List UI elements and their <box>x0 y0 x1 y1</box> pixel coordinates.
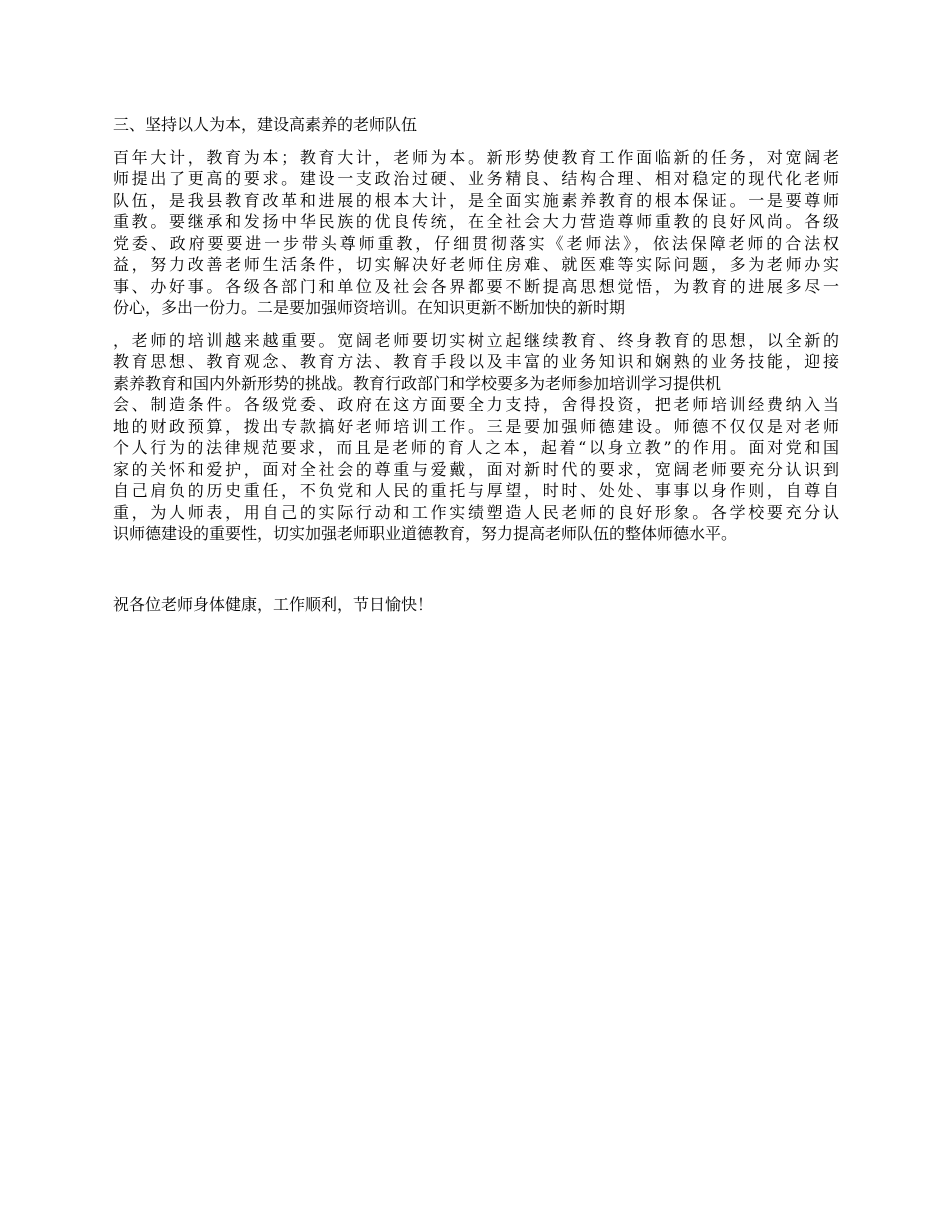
paragraph-2 <box>113 330 839 545</box>
paragraph-line: 个人行为的法律规范要求，而且是老师的育人之本，起着“以身立教”的作用。面对党和国 <box>113 438 839 457</box>
paragraph-line: 队伍，是我县教育改革和进展的根本大计，是全面实施素养教育的根本保证。一是要尊师 <box>113 190 839 210</box>
paragraph-line: 份心，多出一份力。二是要加强师资培训。在知识更新不断加快的新时期 <box>113 298 626 317</box>
closing-greeting: 祝各位老师身体健康，工作顺利，节日愉快！ <box>113 594 434 614</box>
paragraph-line: 重教。要继承和发扬中华民族的优良传统，在全社会大力营造尊师重教的良好风尚。各级 <box>113 212 839 231</box>
paragraph-line: ，老师的培训越来越重要。宽阔老师要切实树立起继续教育、终身教育的思想，以全新的 <box>113 330 839 350</box>
paragraph-line: 事、办好事。各级各部门和单位及社会各界都要不断提高思想觉悟，为教育的进展多尽一 <box>113 276 839 296</box>
section-heading: 三、坚持以人为本，建设高素养的老师队伍 <box>113 115 418 134</box>
paragraph-line: 益，努力改善老师生活条件，切实解决好老师住房难、就医难等实际问题，多为老师办实 <box>113 255 839 274</box>
paragraph-line: 重，为人师表，用自己的实际行动和工作实绩塑造人民老师的良好形象。各学校要充分认 <box>113 502 839 522</box>
paragraph-1 <box>113 147 839 319</box>
paragraph-line: 识师德建设的重要性，切实加强老师职业道德教育，努力提高老师队伍的整体师德水平。 <box>113 524 738 543</box>
paragraph-line: 素养教育和国内外新形势的挑战。教育行政部门和学校要多为老师参加培训学习提供机 <box>113 373 722 393</box>
paragraph-line: 教育思想、教育观念、教育方法、教育手段以及丰富的业务知识和娴熟的业务技能，迎接 <box>113 352 839 371</box>
document-body <box>113 114 839 615</box>
paragraph-line: 家的关怀和爱护，面对全社会的尊重与爱戴，面对新时代的要求，宽阔老师要充分认识到 <box>113 459 839 479</box>
paragraph-line: 党委、政府要要进一步带头尊师重教，仔细贯彻落实《老师法》，依法保障老师的合法权 <box>113 233 839 253</box>
paragraph-line: 自己肩负的历史重任，不负党和人民的重托与厚望，时时、处处、事事以身作则，自尊自 <box>113 481 839 500</box>
paragraph-line: 百年大计，教育为本；教育大计，老师为本。新形势使教育工作面临新的任务，对宽阔老 <box>113 147 839 167</box>
paragraph-line: 会、制造条件。各级党委、政府在这方面要全力支持，舍得投资，把老师培训经费纳入当 <box>113 395 839 414</box>
paragraph-line: 地的财政预算，拨出专款搞好老师培训工作。三是要加强师德建设。师德不仅仅是对老师 <box>113 416 839 436</box>
paragraph-line: 师提出了更高的要求。建设一支政治过硬、业务精良、结构合理、相对稳定的现代化老师 <box>113 169 839 188</box>
